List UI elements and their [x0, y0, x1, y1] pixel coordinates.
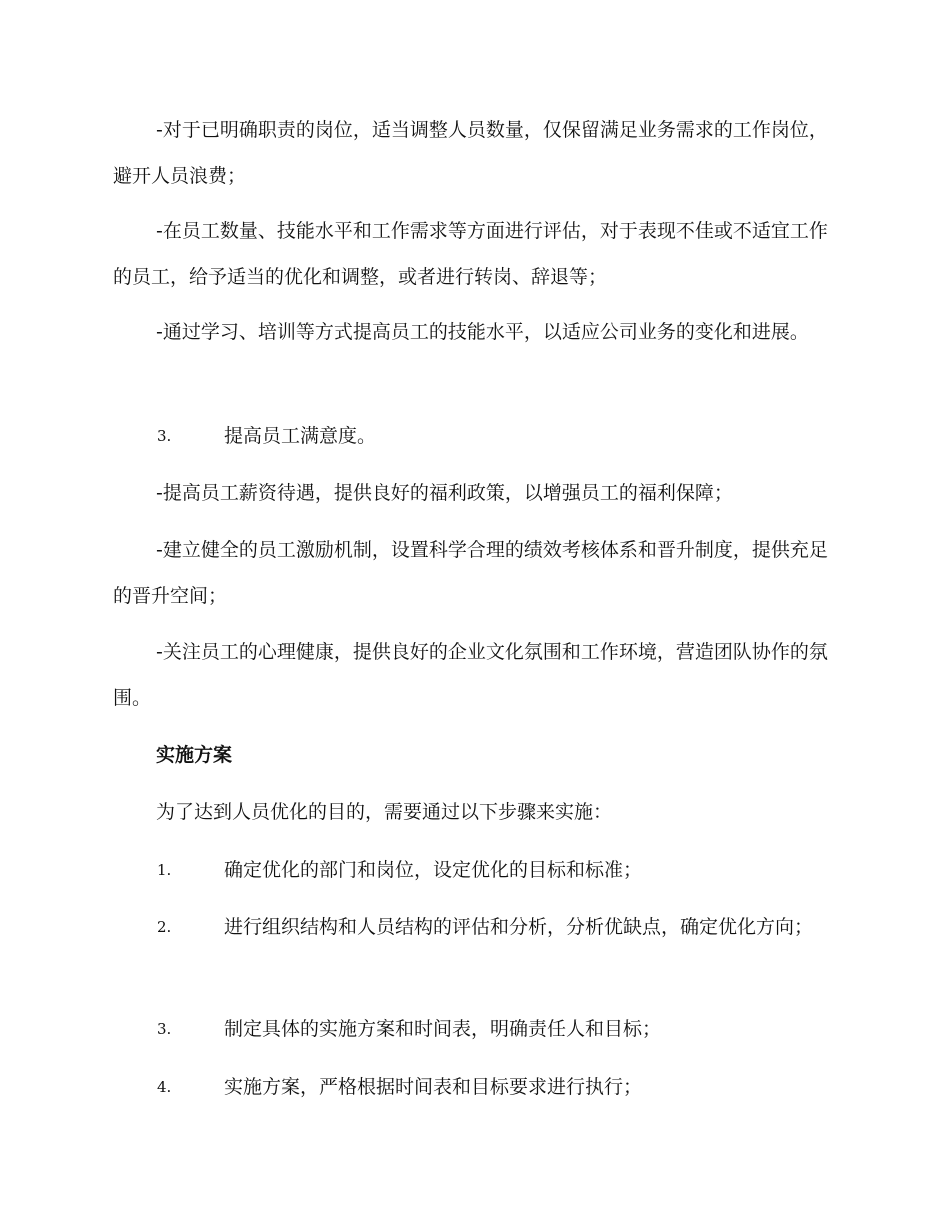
- paragraph-evaluate-staff: -在员工数量、技能水平和工作需求等方面进行评估，对于表现不佳或不适宜工作的员工，给予适当的优化和调整，或者进行转岗、辞退等；: [113, 220, 828, 288]
- list-item-step-4: [113, 1064, 833, 1110]
- paragraph-intro: 为了达到人员优化的目的，需要通过以下步骤来实施：: [156, 801, 613, 823]
- list-item-step-2: [113, 904, 833, 950]
- list-number: 3.: [157, 1020, 172, 1038]
- list-number: 1.: [157, 861, 172, 879]
- section-heading: 实施方案: [156, 744, 233, 766]
- paragraph-incentive: -建立健全的员工激励机制，设置科学合理的绩效考核体系和晋升制度，提供充足的晋升空间；: [113, 539, 828, 607]
- list-item-step-1: [113, 847, 833, 893]
- list-text: 提高员工满意度。: [224, 425, 377, 447]
- list-number: 4.: [157, 1078, 172, 1096]
- list-number: 3.: [157, 427, 172, 445]
- paragraph-mental-health: -关注员工的心理健康，提供良好的企业文化氛围和工作环境，营造团队协作的氛围。: [113, 641, 828, 709]
- paragraph-training: -通过学习、培训等方式提高员工的技能水平，以适应公司业务的变化和进展。: [156, 321, 809, 343]
- paragraph-adjust-staff: -对于已明确职责的岗位，适当调整人员数量，仅保留满足业务需求的工作岗位，避开人员浪费；: [113, 119, 828, 187]
- paragraph-salary: -提高员工薪资待遇，提供良好的福利政策，以增强员工的福利保障；: [156, 482, 733, 504]
- list-text: 制定具体的实施方案和时间表，明确责任人和目标；: [224, 1018, 662, 1040]
- list-text: 确定优化的部门和岗位，设定优化的目标和标准；: [224, 859, 643, 881]
- list-text: 进行组织结构和人员结构的评估和分析，分析优缺点，确定优化方向；: [224, 916, 814, 938]
- list-text: 实施方案，严格根据时间表和目标要求进行执行；: [224, 1076, 643, 1098]
- list-number: 2.: [157, 918, 172, 936]
- list-item-step-3: [113, 1006, 833, 1052]
- list-item-satisfaction: [113, 413, 833, 459]
